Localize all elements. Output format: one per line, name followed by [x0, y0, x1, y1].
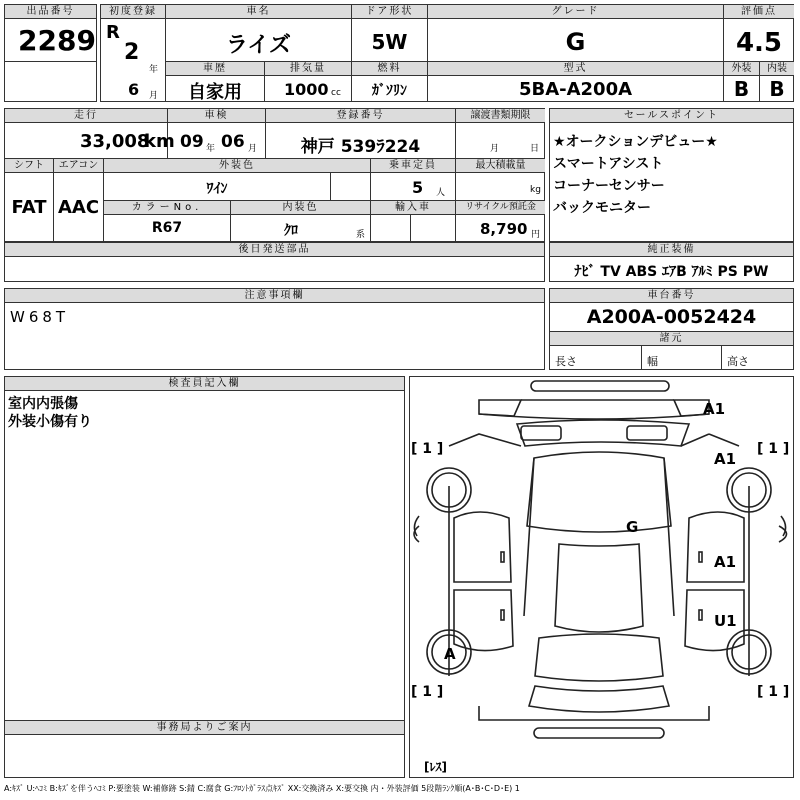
- int-score-value: B: [769, 77, 785, 101]
- mark-center: G: [626, 518, 639, 536]
- lot-label: 出品番号: [5, 5, 96, 18]
- grade-label: グレード: [428, 5, 723, 18]
- first-reg-year: 2: [124, 40, 140, 65]
- selling-points-label: セールスポイント: [550, 109, 793, 122]
- inspector-line-1: 室内内張傷: [8, 396, 78, 412]
- transfer-day-unit: 日: [530, 144, 540, 154]
- bracket-br: [ 1 ]: [757, 684, 790, 700]
- grade-value: G: [565, 28, 586, 56]
- inspection-year: 09: [180, 132, 204, 152]
- first-reg-era: R: [106, 22, 120, 43]
- selling-point-2: スマートアシスト: [553, 156, 664, 172]
- selling-point-3: コーナーセンサー: [553, 178, 665, 194]
- import-label: 輸入車: [371, 201, 455, 214]
- mileage-unit: km: [144, 131, 175, 152]
- mark-right-rear: U1: [714, 612, 737, 630]
- inspection-label: 車検: [168, 109, 265, 122]
- displacement-unit: cc: [331, 88, 341, 98]
- inspection-month-unit: 月: [248, 144, 258, 154]
- recycle-label: リサイクル預託金: [456, 201, 545, 214]
- displacement-label: 排気量: [265, 62, 351, 75]
- mark-right-mid: A1: [714, 553, 737, 571]
- spec-length-label: 長さ: [555, 355, 577, 368]
- recycle-unit: 円: [531, 230, 541, 240]
- displacement-value: 1000: [284, 80, 329, 99]
- bracket-bl: [ 1 ]: [411, 684, 444, 700]
- door-label: ドア形状: [352, 5, 427, 18]
- mark-left-rear-wheel: A: [444, 645, 456, 663]
- interior-color-unit: 系: [356, 230, 366, 240]
- max-load-label: 最大積載量: [456, 159, 545, 172]
- notes-label: 注意事項欄: [5, 289, 544, 302]
- first-reg-month: 6: [128, 80, 140, 99]
- color-no-value: R67: [151, 220, 183, 236]
- aircon-value: AAC: [57, 197, 100, 218]
- fuel-value: ｶﾞｿﾘﾝ: [372, 83, 407, 99]
- mileage-label: 走行: [5, 109, 167, 122]
- first-reg-month-unit: 月: [149, 91, 159, 101]
- capacity-value: 5: [412, 178, 424, 197]
- door-value: 5W: [371, 30, 408, 54]
- interior-color-value: ｸﾛ: [284, 223, 298, 239]
- mark-right-front: A1: [714, 450, 737, 468]
- registration-value: 神戸 539ﾗ224: [300, 137, 421, 157]
- recycle-value: 8,790: [480, 220, 528, 238]
- specs-label: 諸元: [550, 332, 793, 345]
- shift-label: シフト: [5, 159, 53, 172]
- capacity-label: 乗車定員: [371, 159, 455, 172]
- bracket-tl: [ 1 ]: [411, 441, 444, 457]
- car-name-label: 車名: [166, 5, 351, 18]
- car-diagram: [409, 376, 794, 778]
- model-value: 5BA-A200A: [518, 79, 633, 100]
- history-label: 車歴: [166, 62, 264, 75]
- ext-score-value: B: [733, 77, 750, 101]
- capacity-unit: 人: [436, 188, 446, 198]
- spec-width-label: 幅: [647, 355, 658, 368]
- transfer-label: 譲渡書類期限: [456, 109, 545, 122]
- score-value: 4.5: [735, 28, 783, 58]
- office-label: 事務局よりご案内: [5, 721, 404, 734]
- car-name-value: ライズ: [225, 33, 292, 58]
- inspection-month: 06: [221, 132, 245, 152]
- selling-point-1: ★オークションデビュー★: [553, 134, 718, 150]
- legend-text: A:ｷｽﾞ U:ﾍｺﾐ B:ｷｽﾞを伴うﾍｺﾐ P:要塗装 W:補修跡 S:錆 C:腐食 G:ﾌﾛﾝﾄｶﾞﾗｽ点ｷｽﾞ XX:交換済み X:要交換 内・外装評価 5段階ﾗﾝｸ順(A･B･C･D･E) 1: [4, 784, 520, 793]
- mileage-value: 33,008: [80, 131, 150, 152]
- transfer-month-unit: 月: [490, 144, 500, 154]
- ext-score-label: 外装: [724, 62, 759, 75]
- exterior-color-value: ﾜｲﾝ: [206, 181, 228, 197]
- chassis-label: 車台番号: [550, 289, 793, 302]
- bracket-tr: [ 1 ]: [757, 441, 790, 457]
- later-parts-label: 後日発送部品: [5, 243, 544, 256]
- mark-les: [ﾚｽ]: [424, 760, 447, 774]
- notes-value: W68T: [10, 308, 70, 326]
- inspector-box: [4, 376, 405, 778]
- first-reg-label: 初度登録: [101, 5, 165, 18]
- fuel-label: 燃料: [352, 62, 427, 75]
- spec-height-label: 高さ: [727, 355, 749, 368]
- history-value: 自家用: [188, 82, 242, 103]
- int-score-label: 内装: [760, 62, 794, 75]
- first-reg-year-unit: 年: [149, 65, 159, 75]
- model-label: 型式: [428, 62, 723, 75]
- chassis-value: A200A-0052424: [586, 306, 757, 328]
- inspector-line-2: 外装小傷有り: [8, 414, 92, 430]
- max-load-unit: kg: [530, 185, 541, 195]
- score-label: 評価点: [724, 5, 794, 18]
- inspection-year-unit: 年: [206, 144, 216, 154]
- mark-top-right: A1: [703, 400, 726, 418]
- interior-color-label: 内装色: [231, 201, 370, 214]
- exterior-color-label: 外装色: [104, 159, 370, 172]
- registration-label: 登録番号: [266, 109, 455, 122]
- aircon-label: エアコン: [54, 159, 103, 172]
- color-no-label: カラーNo.: [104, 201, 230, 214]
- selling-point-4: バックモニター: [553, 200, 651, 216]
- equipment-label: 純正装備: [550, 243, 793, 256]
- equipment-value: ﾅﾋﾞ TV ABS ｴｱB ｱﾙﾐ PS PW: [574, 264, 769, 280]
- inspector-label: 検査員記入欄: [5, 377, 404, 390]
- shift-value: FAT: [11, 197, 47, 218]
- lot-number: 2289: [18, 24, 96, 57]
